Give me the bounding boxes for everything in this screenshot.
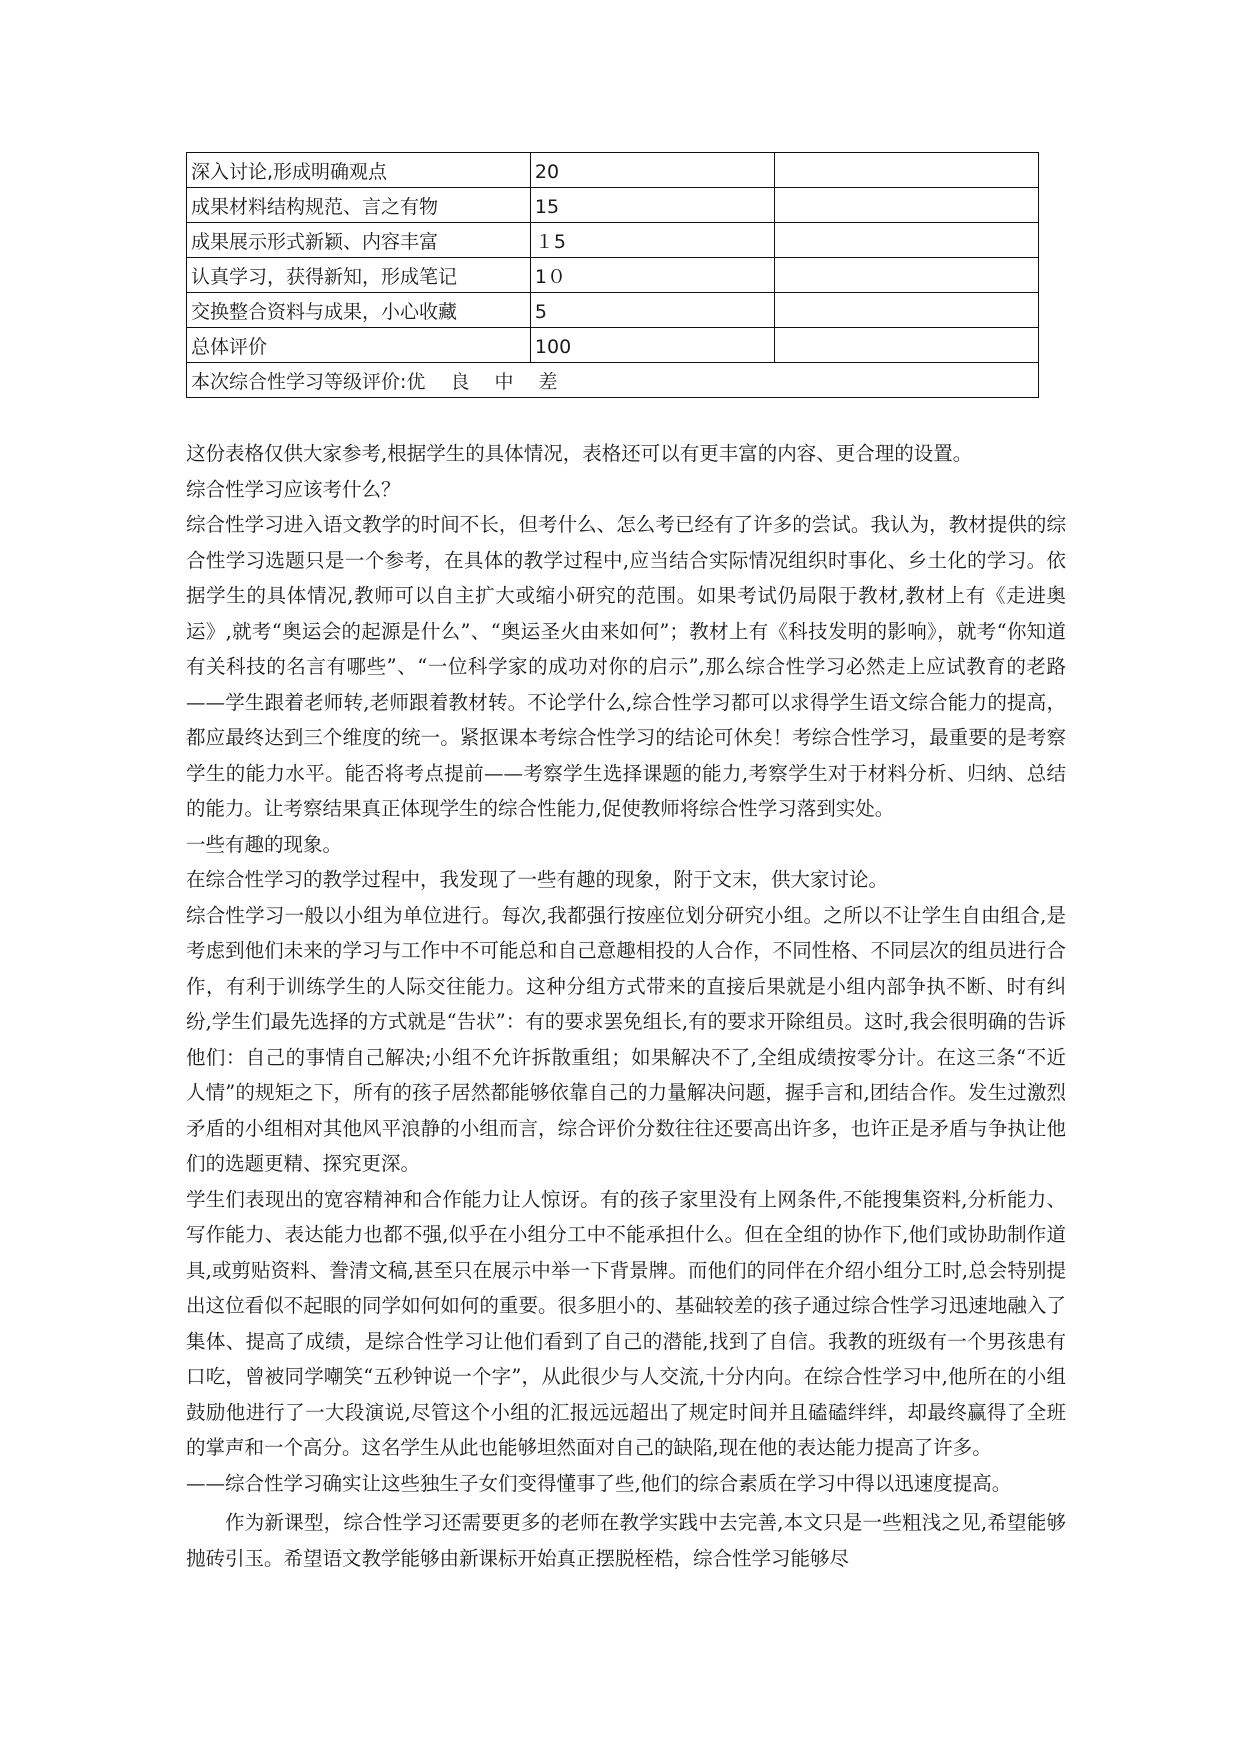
note-cell [774,188,1038,223]
criterion-cell: 成果展示形式新颖、内容丰富 [187,223,531,258]
score-cell: １5 [530,223,774,258]
article-body [186,436,1066,1576]
note-cell [774,223,1038,258]
note-cell [774,293,1038,328]
criterion-cell: 总体评价 [187,328,531,363]
score-cell: 100 [530,328,774,363]
criterion-cell: 交换整合资料与成果，小心收藏 [187,293,531,328]
score-cell: 15 [530,188,774,223]
score-cell: 1０ [530,258,774,293]
evaluation-table-body [187,153,1039,398]
grade-row [187,363,1039,398]
section-heading: 一些有趣的现象。 [186,832,343,856]
paragraph: ——综合性学习确实让这些独生子女们变得懂事了些,他们的综合素质在学习中得以迅速度提高。 [186,1471,1012,1495]
paragraph: 综合性学习进入语文教学的时间不长，但考什么、怎么考已经有了许多的尝试。我认为，教材提供的综合性学习选题只是一个参考，在具体的教学过程中,应当结合实际情况组织时事化、乡土化的学习。依据学生的具体情况,教师可以自主扩大或缩小研究的范围。如果考试仍局限于教材,教材上有《走进奥运》,就考“奥运会的起源是什么”、“奥运圣火由来如何”；教材上有《科技发明的影响》，就考“你知道有关科技的名言有哪些”、“一位科学家的成功对你的启示”,那么综合性学习必然走上应试教育的老路——学生跟着老师转,老师跟着教材转。不论学什么,综合性学习都可以求得学生语文综合能力的提高，都应最终达到三个维度的统一。紧抠课本考综合性学习的结论可休矣！考综合性学习，最重要的是考察学生的能力水平。能否将考点提前——考察学生选择课题的能力,考察学生对于材料分析、归纳、总结的能力。让考察结果真正体现学生的综合性能力,促使教师将综合性学习落到实处。 [186,513,1066,820]
table-row [187,153,1039,188]
table-row [187,188,1039,223]
section-heading: 综合性学习应该考什么？ [186,477,401,501]
table-row [187,223,1039,258]
criterion-cell: 深入讨论,形成明确观点 [187,153,531,188]
table-row [187,328,1039,363]
note-cell [774,258,1038,293]
paragraph: 这份表格仅供大家参考,根据学生的具体情况，表格还可以有更丰富的内容、更合理的设置。 [186,442,973,465]
evaluation-table [186,152,1039,398]
paragraph: 在综合性学习的教学过程中，我发现了一些有趣的现象，附于文末，供大家讨论。 [186,868,889,891]
paragraph: 综合性学习一般以小组为单位进行。每次,我都强行按座位划分研究小组。之所以不让学生自由组合,是考虑到他们未来的学习与工作中不可能总和自己意趣相投的人合作，不同性格、不同层次的组员进行合作，有利于训练学生的人际交往能力。这种分组方式带来的直接后果就是小组内部争执不断、时有纠纷,学生们最先选择的方式就是“告状”：有的要求罢免组长,有的要求开除组员。这时,我会很明确的告诉他们：自己的事情自己解决;小组不允许拆散重组；如果解决不了,全组成绩按零分计。在这三条“不近人情”的规矩之下，所有的孩子居然都能够依靠自己的力量解决问题，握手言和,团结合作。发生过激烈矛盾的小组相对其他风平浪静的小组而言，综合评价分数往往还要高出许多，也许正是矛盾与争执让他们的选题更精、探究更深。 [186,903,1066,1175]
table-row [187,293,1039,328]
note-cell [774,328,1038,363]
note-cell [774,153,1038,188]
grade-cell: 本次综合性学习等级评价:优 良 中 差 [187,363,1039,398]
score-cell: 20 [530,153,774,188]
score-cell: 5 [530,293,774,328]
closing-paragraph: 作为新课型，综合性学习还需要更多的老师在教学实践中去完善,本文只是一些粗浅之见,希望能够抛砖引玉。希望语文教学能够由新课标开始真正摆脱桎梏，综合性学习能够尽 [186,1511,1066,1570]
page-content [186,152,1066,1576]
table-row [187,258,1039,293]
criterion-cell: 成果材料结构规范、言之有物 [187,188,531,223]
criterion-cell: 认真学习，获得新知，形成笔记 [187,258,531,293]
paragraph: 学生们表现出的宽容精神和合作能力让人惊讶。有的孩子家里没有上网条件,不能搜集资料,分析能力、写作能力、表达能力也都不强,似乎在小组分工中不能承担什么。但在全组的协作下,他们或协助制作道具,或剪贴资料、誊清文稿,甚至只在展示中举一下背景牌。而他们的同伴在介绍小组分工时,总会特别提出这位看似不起眼的同学如何如何的重要。很多胆小的、基础较差的孩子通过综合性学习迅速地融入了集体、提高了成绩，是综合性学习让他们看到了自己的潜能,找到了自信。我教的班级有一个男孩患有口吃，曾被同学嘲笑“五秒钟说一个字”，从此很少与人交流,十分内向。在综合性学习中,他所在的小组鼓励他进行了一大段演说,尽管这个小组的汇报远远超出了规定时间并且磕磕绊绊，却最终赢得了全班的掌声和一个高分。这名学生从此也能够坦然面对自己的缺陷,现在他的表达能力提高了许多。 [186,1187,1066,1459]
